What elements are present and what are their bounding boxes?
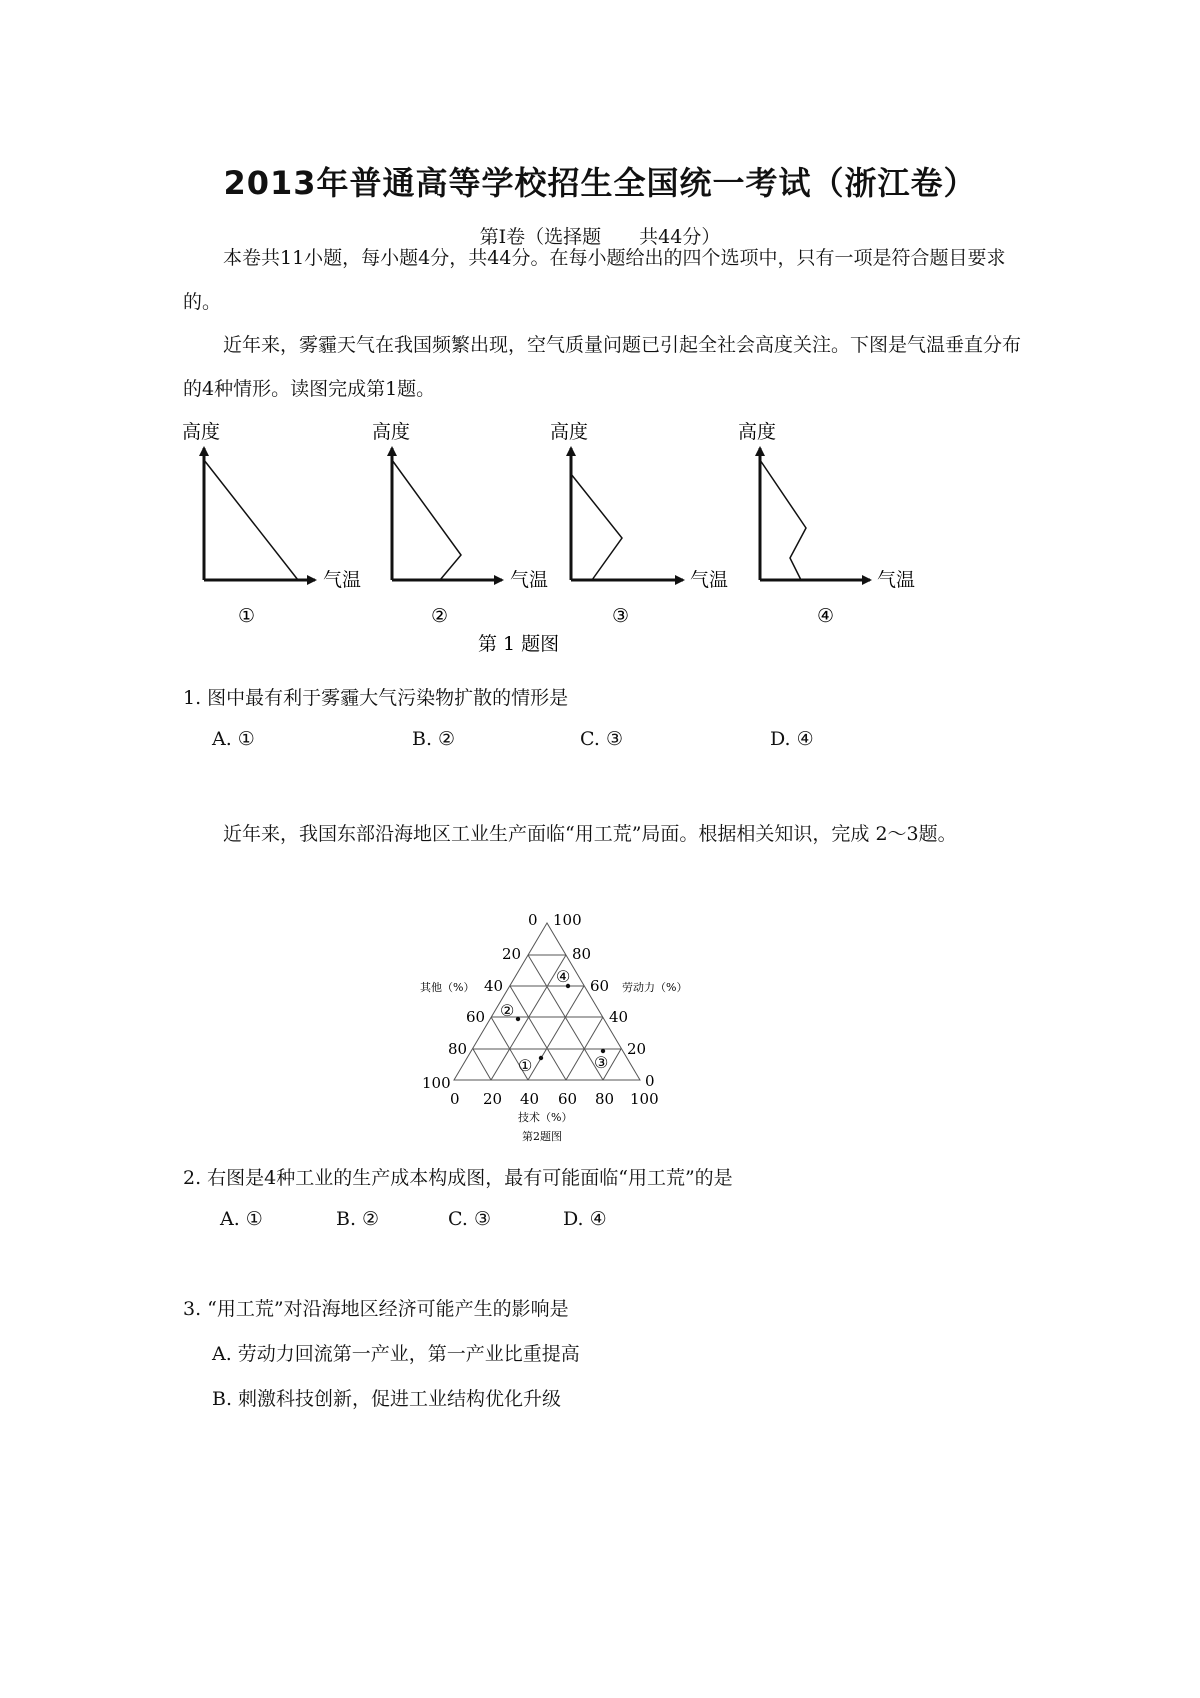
apex-tick-right: 100 (553, 911, 582, 929)
question-2-option-a[interactable]: A. ① (220, 1208, 263, 1230)
profile-panel-2 (372, 421, 548, 627)
passage-labor-shortage: 近年来，我国东部沿海地区工业生产面临“用工荒”局面。根据相关知识，完成 2～3题。 (223, 823, 957, 845)
question-2-option-c[interactable]: C. ③ (448, 1208, 491, 1230)
left-tick: 60 (466, 1008, 486, 1026)
temperature-profile-line (204, 460, 298, 580)
data-point-1 (539, 1056, 543, 1060)
question-2-option-b[interactable]: B. ② (336, 1208, 380, 1230)
question-3-stem: 3. “用工荒”对沿海地区经济可能产生的影响是 (183, 1298, 569, 1320)
section-subtitle: 第Ⅰ卷（选择题 共44分） (479, 226, 721, 248)
figure-2-ternary-diagram (410, 905, 688, 1150)
left-tick: 40 (484, 977, 504, 995)
passage-smog: 近年来，雾霾天气在我国频繁出现，空气质量问题已引起全社会高度关注。下图是气温垂直分布的4种情形。读图完成第1题。 (183, 334, 1022, 400)
point-label-3: ③ (594, 1053, 609, 1072)
left-tick: 20 (502, 945, 522, 963)
profile-panel-3 (550, 421, 728, 627)
question-1-stem: 1. 图中最有利于雾霾大气污染物扩散的情形是 (183, 687, 569, 709)
bottom-tick: 80 (595, 1090, 615, 1108)
apex-tick-left: 0 (528, 911, 538, 929)
profile-panel-4 (738, 421, 915, 627)
question-1-option-b[interactable]: B. ② (412, 728, 456, 750)
question-1-option-c[interactable]: C. ③ (580, 728, 623, 750)
question-3-option-a[interactable]: A. 劳动力回流第一产业，第一产业比重提高 (212, 1343, 580, 1365)
ternary-grid (454, 923, 640, 1080)
bottom-tick: 0 (450, 1090, 460, 1108)
left-tick: 80 (448, 1040, 468, 1058)
panel-number: ① (238, 605, 256, 627)
point-label-4: ④ (556, 967, 571, 986)
point-label-2: ② (500, 1001, 515, 1020)
figure-1-temperature-profiles (170, 410, 970, 670)
y-axis-label: 高度 (372, 421, 411, 443)
bottom-tick: 40 (520, 1090, 540, 1108)
right-tick: 40 (609, 1008, 629, 1026)
question-2-option-d[interactable]: D. ④ (563, 1208, 607, 1230)
figure-1-caption: 第 1 题图 (478, 633, 560, 655)
y-axis-label: 高度 (738, 421, 777, 443)
temperature-profile-line (392, 460, 461, 580)
page-title: 2013年普通高等学校招生全国统一考试（浙江卷） (223, 164, 977, 202)
bottom-tick: 60 (558, 1090, 578, 1108)
panel-number: ④ (817, 605, 835, 627)
x-axis-label: 气温 (877, 569, 916, 591)
x-axis-label: 气温 (690, 569, 729, 591)
temperature-profile-line (571, 474, 622, 580)
instructions-paragraph: 本卷共11小题，每小题4分，共44分。在每小题给出的四个选项中，只有一项是符合题目要求的。 (183, 247, 1006, 313)
axis-label-other: 其他（%） (420, 981, 475, 994)
right-tick: 0 (645, 1072, 655, 1090)
question-1-option-d[interactable]: D. ④ (770, 728, 814, 750)
right-tick: 60 (590, 977, 610, 995)
y-axis-label: 高度 (550, 421, 589, 443)
data-point-2 (516, 1017, 520, 1021)
axis-label-technology: 技术（%） (518, 1111, 573, 1124)
question-3-option-b[interactable]: B. 刺激科技创新，促进工业结构优化升级 (212, 1388, 562, 1410)
y-axis-label: 高度 (182, 421, 221, 443)
x-axis-label: 气温 (510, 569, 549, 591)
right-tick: 80 (572, 945, 592, 963)
question-1-option-a[interactable]: A. ① (212, 728, 255, 750)
bottom-tick: 100 (630, 1090, 659, 1108)
profile-panel-1 (182, 421, 361, 627)
panel-number: ② (431, 605, 449, 627)
right-tick: 20 (627, 1040, 647, 1058)
temperature-profile-line (760, 460, 806, 580)
figure-2-caption: 第2题图 (522, 1130, 562, 1143)
panel-number: ③ (612, 605, 630, 627)
point-label-1: ① (518, 1056, 533, 1075)
question-2-stem: 2. 右图是4种工业的生产成本构成图，最有可能面临“用工荒”的是 (183, 1167, 733, 1189)
left-tick: 100 (422, 1074, 451, 1092)
x-axis-label: 气温 (323, 569, 362, 591)
bottom-tick: 20 (483, 1090, 503, 1108)
axis-label-labor: 劳动力（%） (622, 981, 688, 994)
